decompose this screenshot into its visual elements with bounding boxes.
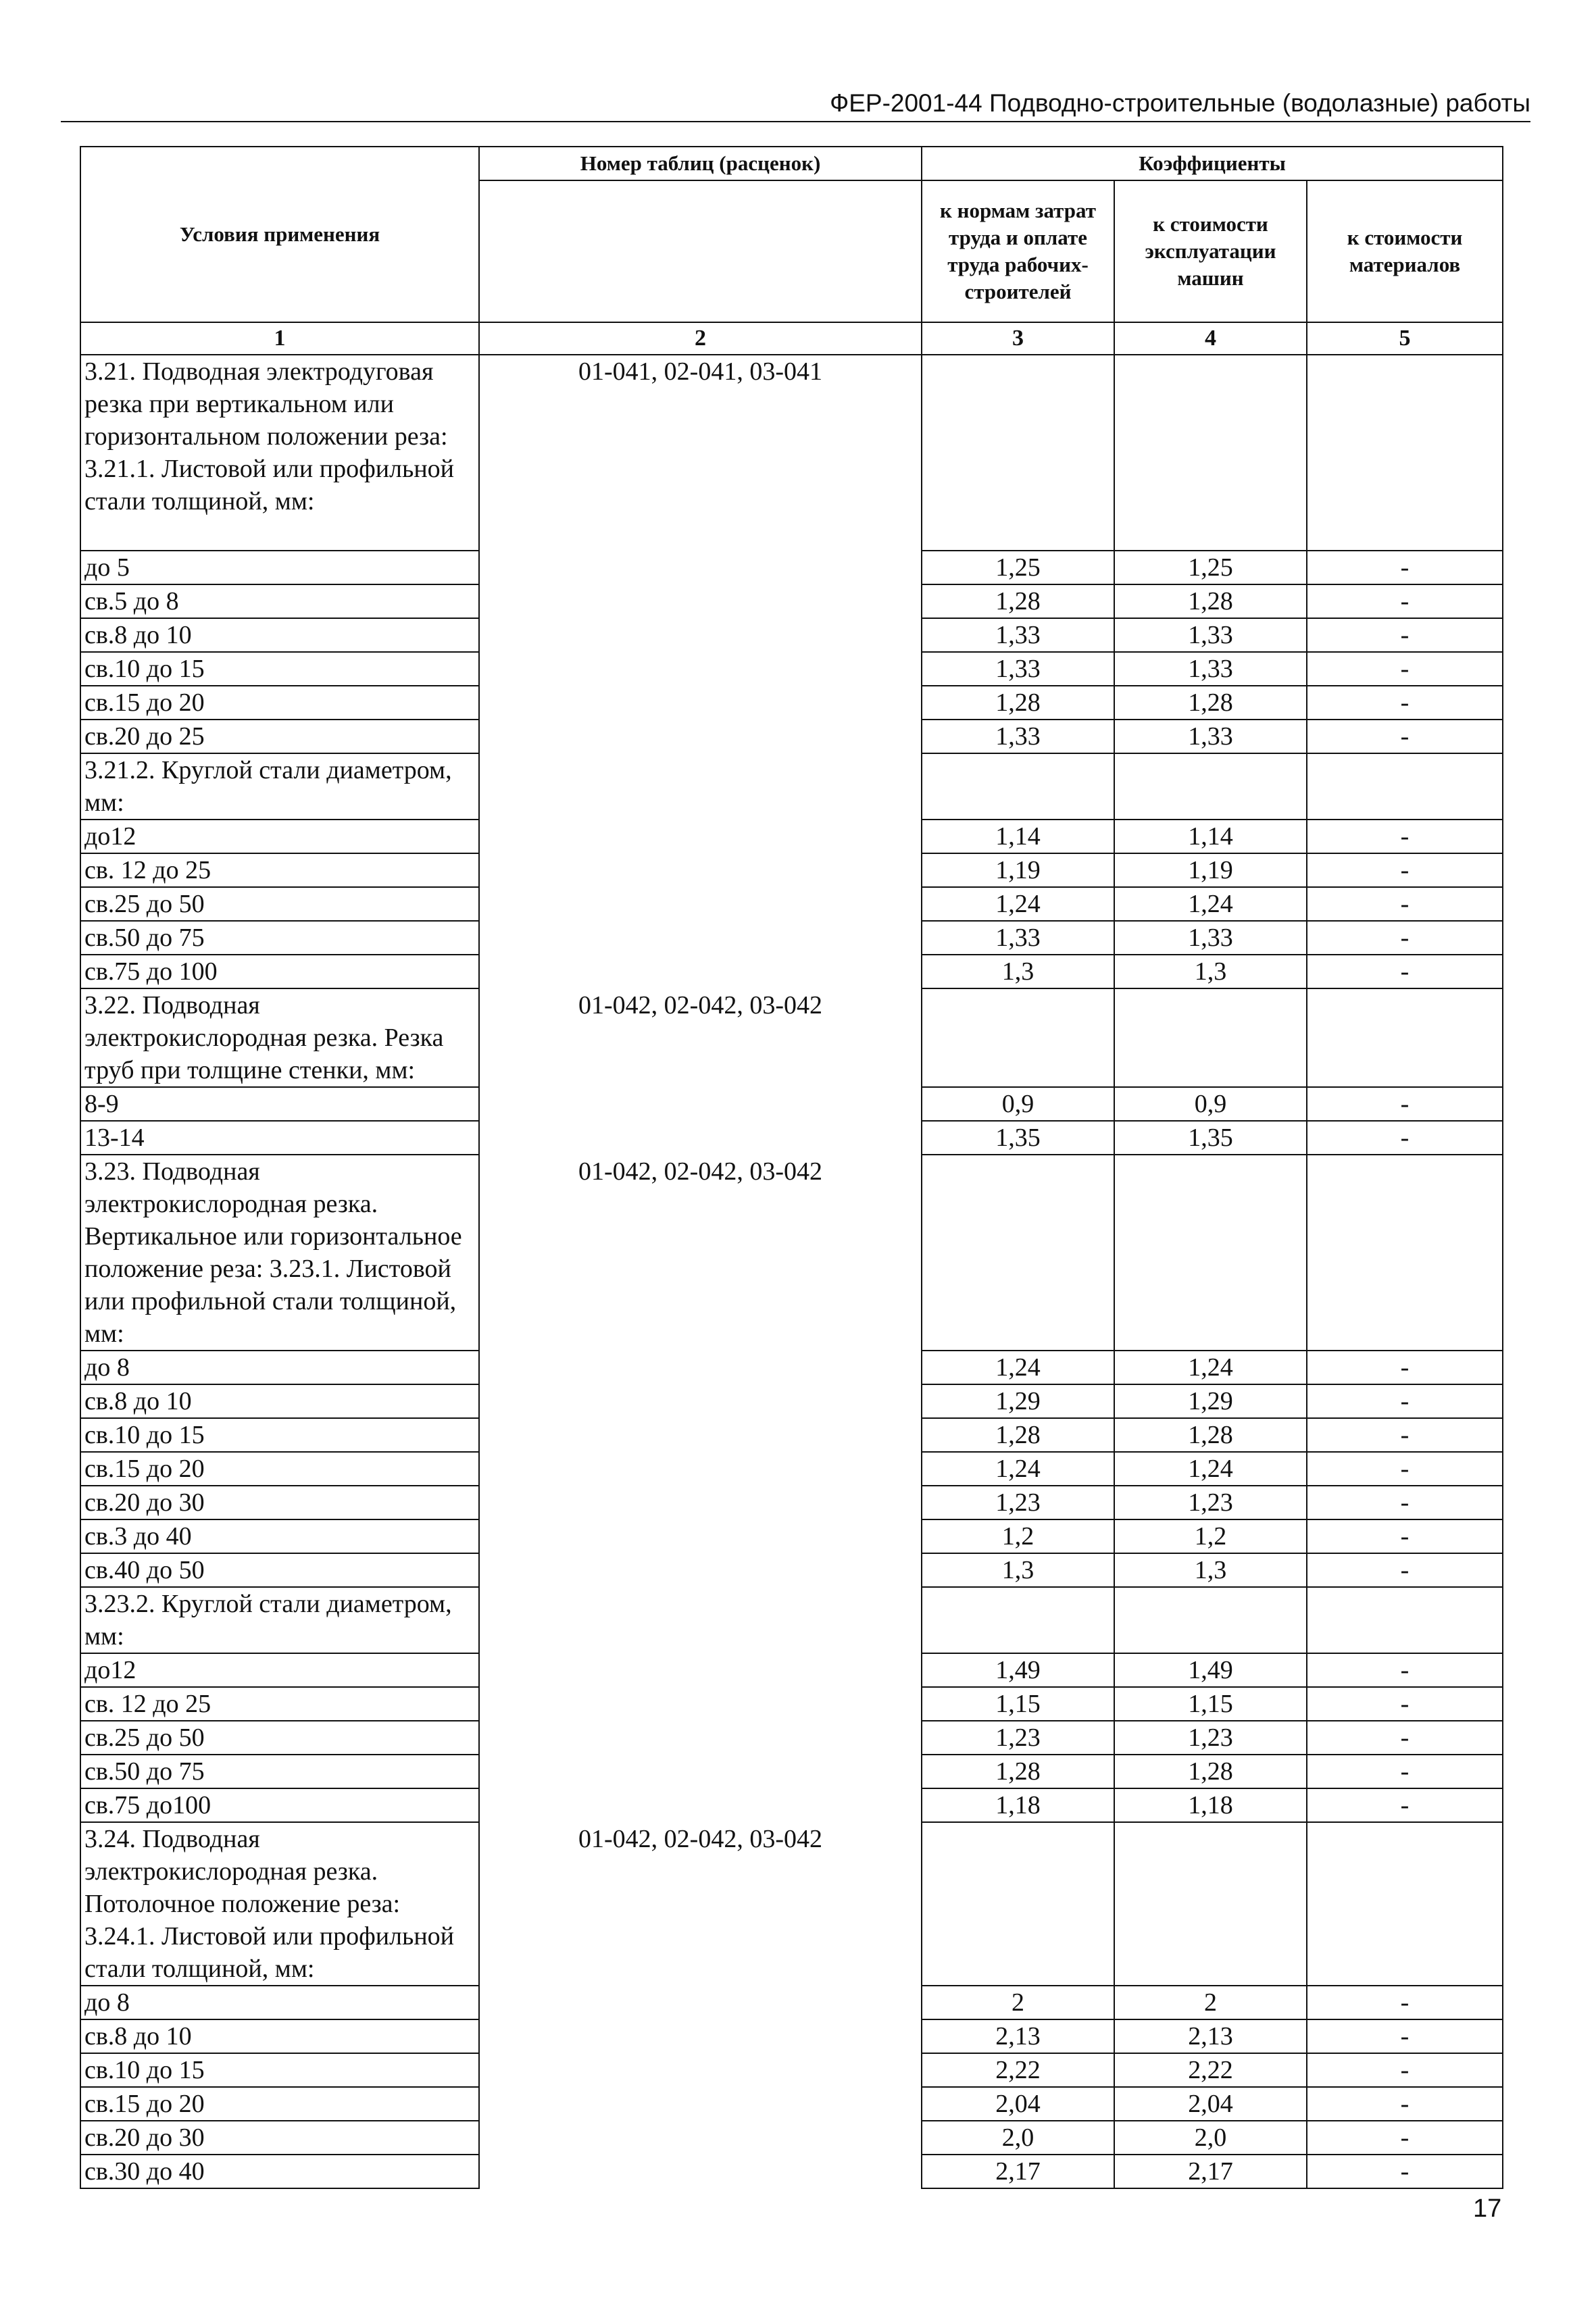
materials-coefficient-cell: -	[1307, 2087, 1503, 2121]
machine-coefficient-cell: 2,0	[1114, 2121, 1307, 2155]
materials-coefficient-cell: -	[1307, 1553, 1503, 1587]
table-row	[80, 853, 1503, 887]
labor-coefficient-cell: 1,28	[922, 584, 1114, 618]
table-numbers-cell	[479, 887, 922, 921]
table-numbers-cell	[479, 955, 922, 988]
col-number: 5	[1307, 322, 1503, 355]
table-numbers-cell	[479, 584, 922, 618]
materials-coefficient-cell: -	[1307, 1653, 1503, 1687]
table-numbers-cell	[479, 1721, 922, 1755]
materials-coefficient-cell: -	[1307, 652, 1503, 686]
table-row	[80, 2053, 1503, 2087]
table-row	[80, 1553, 1503, 1587]
materials-coefficient-cell	[1307, 1822, 1503, 1986]
table-row	[80, 988, 1503, 1087]
machine-coefficient-cell: 1,49	[1114, 1653, 1307, 1687]
table-numbers-cell	[479, 2155, 922, 2188]
machine-coefficient-cell	[1114, 753, 1307, 820]
condition-cell: св.8 до 10	[80, 618, 479, 652]
table-row	[80, 2121, 1503, 2155]
condition-cell: св.8 до 10	[80, 1384, 479, 1418]
table-numbers-cell	[479, 1121, 922, 1155]
condition-cell: св.15 до 20	[80, 2087, 479, 2121]
table-row	[80, 1384, 1503, 1418]
materials-coefficient-cell: -	[1307, 1755, 1503, 1788]
table-numbers-cell	[479, 1986, 922, 2019]
condition-cell: св. 12 до 25	[80, 853, 479, 887]
materials-coefficient-cell: -	[1307, 1721, 1503, 1755]
condition-cell: св.3 до 40	[80, 1519, 479, 1553]
table-numbers-cell	[479, 551, 922, 584]
machine-coefficient-cell: 1,24	[1114, 1452, 1307, 1486]
labor-coefficient-cell: 1,35	[922, 1121, 1114, 1155]
materials-coefficient-cell	[1307, 355, 1503, 551]
condition-cell: 3.22. Подводная электрокислородная резка. Резка труб при толщине стенки, мм:	[80, 988, 479, 1087]
materials-coefficient-cell	[1307, 988, 1503, 1087]
condition-cell: до 8	[80, 1351, 479, 1384]
table-numbers-cell	[479, 720, 922, 753]
materials-coefficient-cell: -	[1307, 1519, 1503, 1553]
table-row	[80, 1519, 1503, 1553]
table-numbers-cell: 01-042, 02-042, 03-042	[479, 1822, 922, 1986]
labor-coefficient-cell: 1,28	[922, 1418, 1114, 1452]
labor-coefficient-cell: 2	[922, 1986, 1114, 2019]
labor-coefficient-cell: 1,28	[922, 686, 1114, 720]
table-numbers-cell	[479, 921, 922, 955]
condition-cell: до 8	[80, 1986, 479, 2019]
machine-coefficient-cell: 1,3	[1114, 955, 1307, 988]
machine-coefficient-cell: 1,18	[1114, 1788, 1307, 1822]
materials-coefficient-cell: -	[1307, 1687, 1503, 1721]
machine-coefficient-cell: 1,28	[1114, 1418, 1307, 1452]
machine-coefficient-cell: 1,29	[1114, 1384, 1307, 1418]
table-numbers-cell	[479, 1452, 922, 1486]
table-row	[80, 921, 1503, 955]
machine-coefficient-cell: 2,22	[1114, 2053, 1307, 2087]
materials-coefficient-cell: -	[1307, 686, 1503, 720]
labor-coefficient-cell: 2,17	[922, 2155, 1114, 2188]
machine-coefficient-cell: 1,15	[1114, 1687, 1307, 1721]
materials-coefficient-cell: -	[1307, 1384, 1503, 1418]
materials-coefficient-cell: -	[1307, 1788, 1503, 1822]
condition-cell: до12	[80, 820, 479, 853]
table-row	[80, 1087, 1503, 1121]
condition-cell: св.75 до100	[80, 1788, 479, 1822]
condition-cell: св.15 до 20	[80, 1452, 479, 1486]
table-numbers-cell	[479, 1553, 922, 1587]
table-numbers-cell	[479, 1486, 922, 1519]
machine-coefficient-cell: 1,33	[1114, 618, 1307, 652]
table-numbers-cell	[479, 853, 922, 887]
materials-coefficient-cell: -	[1307, 584, 1503, 618]
labor-coefficient-cell: 2,0	[922, 2121, 1114, 2155]
table-row	[80, 1587, 1503, 1653]
table-row	[80, 686, 1503, 720]
table-numbers-cell	[479, 2019, 922, 2053]
labor-coefficient-cell: 1,18	[922, 1788, 1114, 1822]
header-table-numbers-blank	[479, 180, 922, 322]
labor-coefficient-cell: 1,49	[922, 1653, 1114, 1687]
condition-cell: до12	[80, 1653, 479, 1687]
page-number: 17	[1473, 2194, 1502, 2223]
running-header: ФЕР-2001-44 Подводно-строительные (водолазные) работы	[830, 89, 1530, 117]
condition-cell: св.15 до 20	[80, 686, 479, 720]
machine-coefficient-cell: 0,9	[1114, 1087, 1307, 1121]
machine-coefficient-cell: 1,23	[1114, 1486, 1307, 1519]
labor-coefficient-cell: 2,22	[922, 2053, 1114, 2087]
condition-cell: 3.21.2. Круглой стали диаметром, мм:	[80, 753, 479, 820]
labor-coefficient-cell: 1,33	[922, 921, 1114, 955]
labor-coefficient-cell: 1,3	[922, 1553, 1114, 1587]
condition-cell: св.40 до 50	[80, 1553, 479, 1587]
machine-coefficient-cell: 2	[1114, 1986, 1307, 2019]
table-row	[80, 618, 1503, 652]
col-number: 4	[1114, 322, 1307, 355]
labor-coefficient-cell: 1,24	[922, 1452, 1114, 1486]
materials-coefficient-cell: -	[1307, 887, 1503, 921]
table-row	[80, 1418, 1503, 1452]
table-row	[80, 1155, 1503, 1351]
labor-coefficient-cell	[922, 753, 1114, 820]
table-numbers-cell	[479, 618, 922, 652]
header-coefficients: Коэффициенты	[922, 147, 1503, 180]
table-numbers-cell: 01-041, 02-041, 03-041	[479, 355, 922, 551]
condition-cell: 13-14	[80, 1121, 479, 1155]
table-row	[80, 1486, 1503, 1519]
materials-coefficient-cell	[1307, 1155, 1503, 1351]
materials-coefficient-cell: -	[1307, 720, 1503, 753]
labor-coefficient-cell: 1,25	[922, 551, 1114, 584]
table-row	[80, 1986, 1503, 2019]
machine-coefficient-cell	[1114, 355, 1307, 551]
labor-coefficient-cell: 0,9	[922, 1087, 1114, 1121]
labor-coefficient-cell	[922, 1587, 1114, 1653]
condition-cell: св.8 до 10	[80, 2019, 479, 2053]
col-number: 3	[922, 322, 1114, 355]
materials-coefficient-cell: -	[1307, 618, 1503, 652]
labor-coefficient-cell	[922, 355, 1114, 551]
machine-coefficient-cell: 2,13	[1114, 2019, 1307, 2053]
machine-coefficient-cell: 2,04	[1114, 2087, 1307, 2121]
labor-coefficient-cell: 1,24	[922, 1351, 1114, 1384]
machine-coefficient-cell	[1114, 1155, 1307, 1351]
labor-coefficient-cell: 1,3	[922, 955, 1114, 988]
col-number: 2	[479, 322, 922, 355]
machine-coefficient-cell: 1,28	[1114, 584, 1307, 618]
machine-coefficient-cell: 1,25	[1114, 551, 1307, 584]
labor-coefficient-cell: 1,29	[922, 1384, 1114, 1418]
condition-cell: 3.21. Подводная электродуговая резка при вертикальном или горизонтальном положении реза: 3.21.1. Листовой или профильной стали толщиной, мм:	[80, 355, 479, 551]
table-numbers-cell	[479, 820, 922, 853]
condition-cell: св.10 до 15	[80, 1418, 479, 1452]
materials-coefficient-cell	[1307, 753, 1503, 820]
condition-cell: св.25 до 50	[80, 1721, 479, 1755]
table-row	[80, 2019, 1503, 2053]
condition-cell: св.50 до 75	[80, 1755, 479, 1788]
table-row	[80, 1721, 1503, 1755]
table-row	[80, 551, 1503, 584]
table-row	[80, 887, 1503, 921]
materials-coefficient-cell: -	[1307, 1087, 1503, 1121]
machine-coefficient-cell: 2,17	[1114, 2155, 1307, 2188]
condition-cell: св.5 до 8	[80, 584, 479, 618]
table-numbers-cell: 01-042, 02-042, 03-042	[479, 988, 922, 1087]
machine-coefficient-cell: 1,28	[1114, 1755, 1307, 1788]
table-row	[80, 652, 1503, 686]
table-row	[80, 584, 1503, 618]
condition-cell: св.25 до 50	[80, 887, 479, 921]
materials-coefficient-cell: -	[1307, 921, 1503, 955]
coefficients-table	[80, 146, 1503, 2189]
labor-coefficient-cell: 1,23	[922, 1721, 1114, 1755]
condition-cell: св.10 до 15	[80, 652, 479, 686]
machine-coefficient-cell: 1,23	[1114, 1721, 1307, 1755]
condition-cell: 3.23. Подводная электрокислородная резка. Вертикальное или горизонтальное положение реза: 3.23.1. Листовой или профильной стали толщиной, мм:	[80, 1155, 479, 1351]
labor-coefficient-cell: 1,33	[922, 720, 1114, 753]
header-conditions: Условия применения	[80, 147, 479, 322]
labor-coefficient-cell	[922, 1155, 1114, 1351]
labor-coefficient-cell: 2,13	[922, 2019, 1114, 2053]
table-numbers-cell	[479, 1587, 922, 1653]
machine-coefficient-cell: 1,35	[1114, 1121, 1307, 1155]
labor-coefficient-cell: 1,33	[922, 618, 1114, 652]
machine-coefficient-cell: 1,33	[1114, 921, 1307, 955]
col-number: 1	[80, 322, 479, 355]
labor-coefficient-cell: 1,23	[922, 1486, 1114, 1519]
table-numbers-cell	[479, 2121, 922, 2155]
condition-cell: св.10 до 15	[80, 2053, 479, 2087]
table-row	[80, 1822, 1503, 1986]
header-materials-coefficient: к стоимости материалов	[1307, 180, 1503, 322]
labor-coefficient-cell: 1,24	[922, 887, 1114, 921]
table-numbers-cell	[479, 652, 922, 686]
materials-coefficient-cell: -	[1307, 1486, 1503, 1519]
machine-coefficient-cell: 1,19	[1114, 853, 1307, 887]
machine-coefficient-cell: 1,3	[1114, 1553, 1307, 1587]
labor-coefficient-cell: 1,28	[922, 1755, 1114, 1788]
condition-cell: св.20 до 30	[80, 2121, 479, 2155]
materials-coefficient-cell	[1307, 1587, 1503, 1653]
materials-coefficient-cell: -	[1307, 551, 1503, 584]
table-row	[80, 753, 1503, 820]
materials-coefficient-cell: -	[1307, 2053, 1503, 2087]
materials-coefficient-cell: -	[1307, 1351, 1503, 1384]
header-table-numbers: Номер таблиц (расценок)	[479, 147, 922, 180]
table-numbers-cell	[479, 1384, 922, 1418]
table-row	[80, 2155, 1503, 2188]
table-row	[80, 1788, 1503, 1822]
condition-cell: 3.23.2. Круглой стали диаметром, мм:	[80, 1587, 479, 1653]
machine-coefficient-cell: 1,2	[1114, 1519, 1307, 1553]
header-rule	[61, 121, 1530, 122]
condition-cell: св.50 до 75	[80, 921, 479, 955]
labor-coefficient-cell: 1,14	[922, 820, 1114, 853]
table-row	[80, 1653, 1503, 1687]
header-labor-coefficient: к нормам затрат труда и оплате труда рабочих-строителей	[922, 180, 1114, 322]
materials-coefficient-cell: -	[1307, 2155, 1503, 2188]
condition-cell: св.75 до 100	[80, 955, 479, 988]
materials-coefficient-cell: -	[1307, 1452, 1503, 1486]
materials-coefficient-cell: -	[1307, 955, 1503, 988]
condition-cell: 8-9	[80, 1087, 479, 1121]
table-row	[80, 720, 1503, 753]
machine-coefficient-cell: 1,33	[1114, 720, 1307, 753]
table-numbers-cell	[479, 1788, 922, 1822]
table-numbers-cell	[479, 1351, 922, 1384]
table-row	[80, 820, 1503, 853]
labor-coefficient-cell	[922, 988, 1114, 1087]
machine-coefficient-cell: 1,28	[1114, 686, 1307, 720]
table-numbers-cell	[479, 2087, 922, 2121]
materials-coefficient-cell: -	[1307, 1986, 1503, 2019]
condition-cell: св.20 до 25	[80, 720, 479, 753]
table-row	[80, 1755, 1503, 1788]
table-numbers-cell	[479, 1418, 922, 1452]
condition-cell: св.20 до 30	[80, 1486, 479, 1519]
machine-coefficient-cell: 1,33	[1114, 652, 1307, 686]
labor-coefficient-cell: 1,33	[922, 652, 1114, 686]
table-row	[80, 1687, 1503, 1721]
materials-coefficient-cell: -	[1307, 1418, 1503, 1452]
table-numbers-cell	[479, 686, 922, 720]
table-numbers-cell	[479, 1653, 922, 1687]
table-row	[80, 1452, 1503, 1486]
machine-coefficient-cell	[1114, 1587, 1307, 1653]
table-numbers-cell	[479, 1087, 922, 1121]
condition-cell: 3.24. Подводная электрокислородная резка. Потолочное положение реза: 3.24.1. Листовой или профильной стали толщиной, мм:	[80, 1822, 479, 1986]
labor-coefficient-cell: 2,04	[922, 2087, 1114, 2121]
table-numbers-cell	[479, 2053, 922, 2087]
materials-coefficient-cell: -	[1307, 1121, 1503, 1155]
table-row	[80, 355, 1503, 551]
table-row	[80, 955, 1503, 988]
table-numbers-cell	[479, 1519, 922, 1553]
materials-coefficient-cell: -	[1307, 820, 1503, 853]
header-machine-coefficient: к стоимости эксплуатации машин	[1114, 180, 1307, 322]
labor-coefficient-cell: 1,19	[922, 853, 1114, 887]
machine-coefficient-cell: 1,14	[1114, 820, 1307, 853]
table-numbers-cell: 01-042, 02-042, 03-042	[479, 1155, 922, 1351]
condition-cell: до 5	[80, 551, 479, 584]
labor-coefficient-cell	[922, 1822, 1114, 1986]
materials-coefficient-cell: -	[1307, 853, 1503, 887]
labor-coefficient-cell: 1,2	[922, 1519, 1114, 1553]
machine-coefficient-cell	[1114, 988, 1307, 1087]
table-body	[80, 322, 1503, 2188]
table-numbers-cell	[479, 753, 922, 820]
labor-coefficient-cell: 1,15	[922, 1687, 1114, 1721]
condition-cell: св. 12 до 25	[80, 1687, 479, 1721]
table-numbers-cell	[479, 1755, 922, 1788]
machine-coefficient-cell: 1,24	[1114, 1351, 1307, 1384]
table-row	[80, 2087, 1503, 2121]
table-row	[80, 1351, 1503, 1384]
table-row	[80, 1121, 1503, 1155]
condition-cell: св.30 до 40	[80, 2155, 479, 2188]
materials-coefficient-cell: -	[1307, 2019, 1503, 2053]
machine-coefficient-cell	[1114, 1822, 1307, 1986]
table-numbers-cell	[479, 1687, 922, 1721]
materials-coefficient-cell: -	[1307, 2121, 1503, 2155]
machine-coefficient-cell: 1,24	[1114, 887, 1307, 921]
